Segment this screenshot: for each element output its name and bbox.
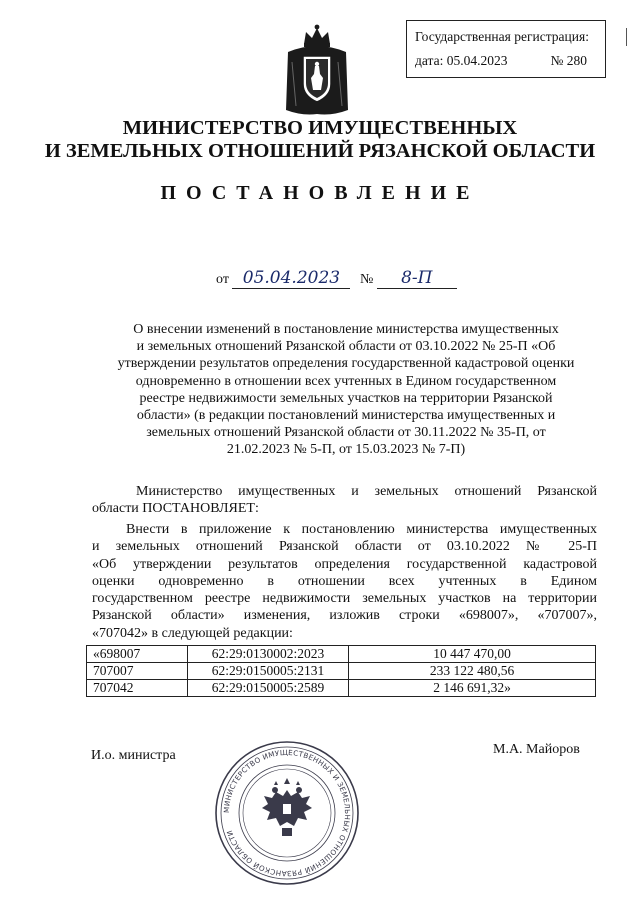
row-code: 707042 [87, 680, 188, 697]
subject-line: утверждении результатов определения государственной кадастровой оценки [117, 356, 575, 372]
signatory-position: И.о. министра [91, 748, 176, 763]
date-number-line [216, 268, 457, 289]
cadastral-number: 62:29:0150005:2131 [188, 663, 349, 680]
signatory-name: М.А. Майоров [493, 742, 580, 757]
registration-number: № 280 [550, 53, 587, 68]
ministry-title-line1: МИНИСТЕРСТВО ИМУЩЕСТВЕННЫХ [122, 117, 518, 139]
cadastral-number: 62:29:0130002:2023 [188, 646, 349, 663]
registration-label: Государственная регистрация: [415, 29, 589, 44]
table-row [87, 646, 596, 663]
subject-line: 21.02.2023 № 5-П, от 15.03.2023 № 7-П) [226, 442, 466, 458]
subject-line: области» (в редакции постановлений министерства имущественных и [136, 408, 556, 424]
paragraph-line: «Об утверждении результатов определения государственной кадастровой [92, 556, 597, 572]
subject-line: реестре недвижимости земельных участков на территории Рязанской [139, 390, 553, 406]
subject-line: земельных отношений Рязанской области от 30.11.2022 № 35-П, от [146, 425, 546, 441]
body-paragraph-2 [92, 521, 597, 642]
handwritten-number: 8-П [377, 268, 457, 289]
cadastral-number: 62:29:0150005:2589 [188, 680, 349, 697]
paragraph-line: «707042» в следующей редакции: [92, 625, 293, 641]
document-type: ПОСТАНОВЛЕНИЕ [160, 182, 480, 204]
registration-box [406, 20, 606, 78]
official-seal-icon [212, 738, 362, 888]
date-prefix: от [216, 272, 229, 287]
seal-text: МИНИСТЕРСТВО ИМУЩЕСТВЕННЫХ И ЗЕМЕЛЬНЫХ ОТНОШЕНИЙ РЯЗАНСКОЙ ОБЛАСТИ [221, 747, 353, 879]
edge-mark [626, 28, 635, 46]
coat-of-arms-icon [282, 22, 352, 120]
subject-line: одновременно в отношении всех учтенных в Едином государственном [135, 373, 557, 389]
body-paragraph-1 [92, 483, 597, 517]
cadastral-value: 233 122 480,56 [349, 663, 596, 680]
table-row [87, 663, 596, 680]
subject-line: и земельных отношений Рязанской области от 03.10.2022 № 25-П «Об [136, 339, 556, 355]
cadastral-value: 10 447 470,00 [349, 646, 596, 663]
paragraph-line: Министерство имущественных и земельных отношений Рязанской [136, 484, 597, 499]
paragraph-line: оценки одновременно в отношении всех учтенных в Едином [92, 573, 597, 589]
paragraph-line: и земельных отношений Рязанской области от 03.10.2022 № 25-П [92, 539, 597, 555]
document-subject [96, 321, 596, 459]
paragraph-line: Внести в приложение к постановлению министерства имущественных [126, 522, 597, 537]
handwritten-date: 05.04.2023 [232, 268, 350, 289]
paragraph-line: государственном реестре недвижимости земельных участков на территории [92, 591, 597, 607]
paragraph-line: Рязанской области» изменения, изложив строки «698007», «707007», [92, 608, 597, 624]
registration-date: дата: 05.04.2023 [415, 53, 508, 68]
row-code: 707007 [87, 663, 188, 680]
row-code: «698007 [87, 646, 188, 663]
table-row [87, 680, 596, 697]
cadastral-table [86, 645, 596, 697]
number-sign: № [359, 272, 374, 287]
paragraph-line: области ПОСТАНОВЛЯЕТ: [92, 501, 259, 517]
ministry-title-line2: И ЗЕМЕЛЬНЫХ ОТНОШЕНИЙ РЯЗАНСКОЙ ОБЛАСТИ [44, 140, 596, 162]
subject-line: О внесении изменений в постановление министерства имущественных [133, 322, 559, 337]
cadastral-value: 2 146 691,32» [349, 680, 596, 697]
